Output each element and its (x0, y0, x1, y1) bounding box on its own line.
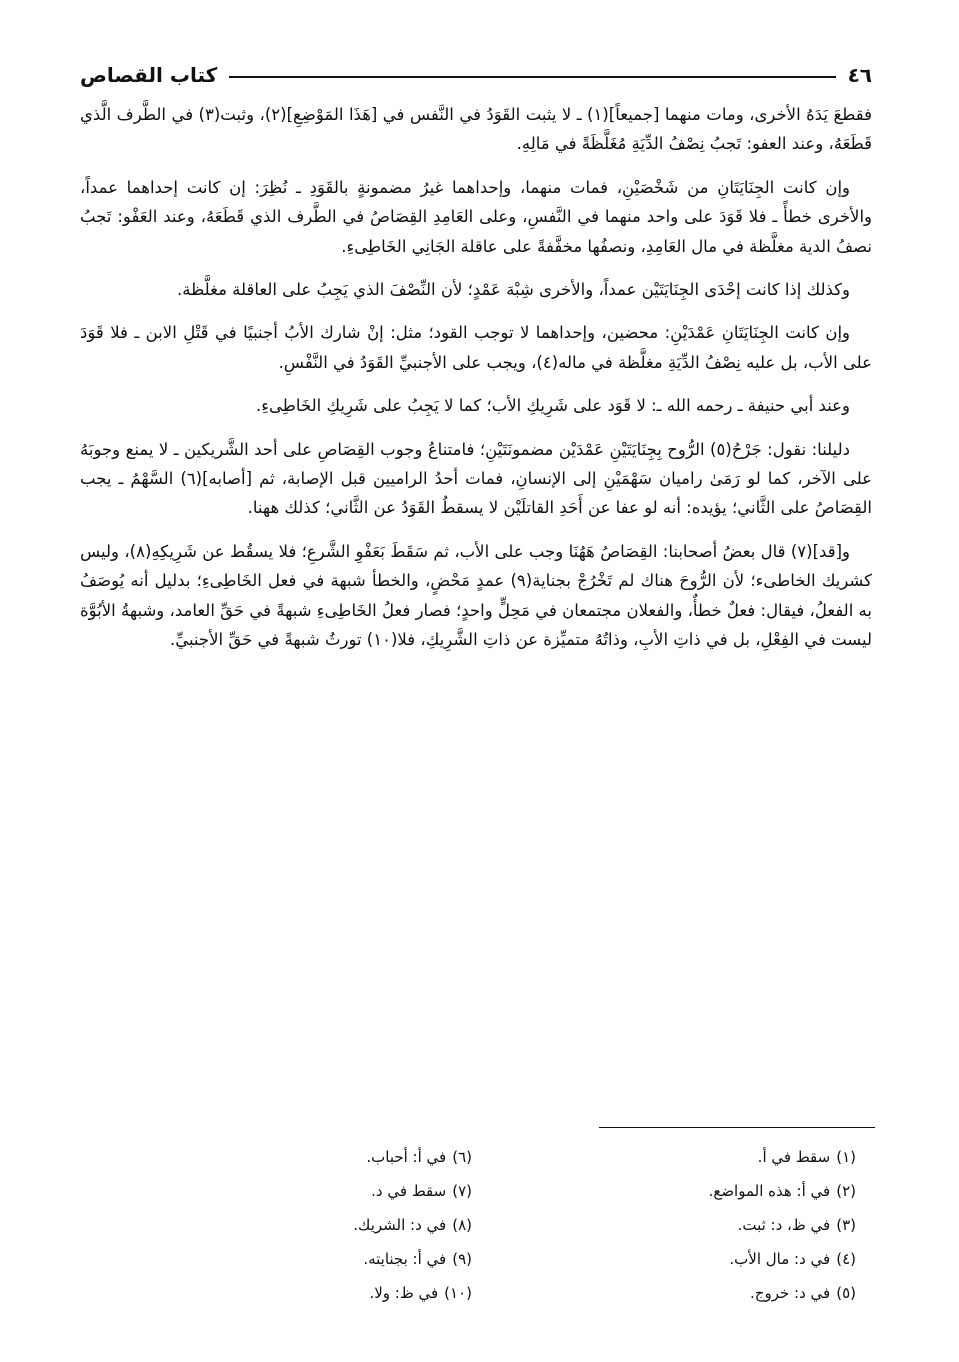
footnote-number: (٤) (836, 1250, 856, 1268)
paragraph: دليلنا: نقول: جَرْحُ(٥) الرُّوح بِجِنَايَتَيْنِ عَمْدَيْن مضمونَتَيْنِ؛ فامتناعُ وجوب القِصَاصِ على أحد الشَّريكين ـ لا يمنع وجوبَهُ على الآخر، كما لو رَمَىٰ راميان سَهْمَيْنِ إلى الإنسانِ، فمات أحدُ الراميين قبل الإصابة، ثم [أصابه](٦) السَّهْمُ ـ يجب القِصَاصُ على الثَّاني؛ يؤيده: أنه لو عفا عن أَحَدِ القاتلَيْن لا يسقطُ القَوَدُ عن الثَّاني؛ كذلك ههنا. (80, 439, 872, 518)
footnote (172, 1208, 472, 1242)
footnote-text: في د: الشريك. (353, 1216, 447, 1234)
footnote-number: (٥) (836, 1284, 856, 1302)
footnotes-column-right (556, 1140, 856, 1310)
footnote (172, 1276, 472, 1310)
footnote-text: في أ: بجنايته. (363, 1250, 447, 1268)
footnote-number: (٨) (452, 1216, 472, 1234)
footnote-number: (٦) (452, 1148, 472, 1166)
footnote-text: في د: مال الأب. (729, 1250, 831, 1268)
footnotes (80, 1140, 872, 1310)
paragraph: و[قد](٧) قال بعضُ أصحابنا: القِصَاصُ هَهُنَا وجب على الأب، ثم سَقَطَ بَعَفْوِ الشَّرعِ؛ فلا يسقُط عن شَرِيكِهِ(٨)، وليس كشريك الخاطىء؛ لأن الرُّوحَ هناك لم تَخْرُجْ بجناية(٩) عمدٍ مَحْضٍ، والخطأ شبهة في فعل الخَاطِىءِ؛ بدليل أنه يُوصَفُ به الفعلُ، فيقال: فعلٌ خطأٌ، والفعلان مجتمعان في مَحِلٍّ واحدٍ؛ فصار فعلُ الخَاطِىءِ شبهةً في حَقِّ العامد، وشبهةُ الأبُوَّة ليست في الفِعْلِ، بل في ذاتِ الأبِ، وذاتُهُ متميِّزة عن ذاتِ الشَّرِيكِ، فلا(١٠) تورثُ شبهةً في حَقِّ الأجنبيِّ. (80, 541, 872, 650)
footnote-text: في ظ، د: ثبت. (737, 1216, 831, 1234)
paragraph: وعند أبي حنيفة ـ رحمه الله ـ: لا قَوَد على شَرِيكِ الأب؛ كما لا يَجِبُ على شَرِيكِ الخَاطِىءِ. (256, 396, 850, 416)
paragraph: وإن كانت الجِنَايَتَانِ عَمْدَيْنِ: محضين، وإحداهما لا توجب القود؛ مثل: إنْ شارك الأبُ أجنبيًا في قَتْلِ الابن ـ فلا قَوَدَ على الأب، بل عليه نِصْفُ الدِّيَةِ مغلَّظة في ماله(٤)، ويجب على الأجنبيِّ القَوَدُ في النَّفْسِ. (80, 323, 872, 372)
footnote-text: سقط في أ. (757, 1148, 831, 1166)
footnote-number: (٩) (452, 1250, 472, 1268)
footnote-number: (١٠) (444, 1284, 472, 1302)
footnote-number: (٣) (836, 1216, 856, 1234)
footnote-text: في ظ: ولا. (369, 1284, 439, 1302)
paragraph: فقطعَ يَدَهُ الأخرى، ومات منهما [جميعاً](١) ـ لا يثبت القَوَدُ في النَّفس في [هَذَا المَوْضِعِ](٢)، وثبت(٣) في الطَّرف الَّذي قَطَعَهُ، وعند العفو: تَجبُ نِصْفُ الدِّيَةِ مُغَلَّظَةً في مَالِهِ. (80, 105, 873, 154)
footnote (556, 1174, 856, 1208)
main-text (80, 100, 872, 669)
footnote (556, 1140, 856, 1174)
book-title: كتاب القصاص (80, 63, 218, 87)
footnote (556, 1242, 856, 1276)
footnote (556, 1276, 856, 1310)
footnotes-column-left (172, 1140, 472, 1310)
footnote-separator (599, 1127, 875, 1128)
footnote (556, 1208, 856, 1242)
footnote-number: (١) (836, 1148, 856, 1166)
header-rule (229, 76, 835, 78)
paragraph: وإن كانت الجِنَايَتَانِ من شَخْصَيْنِ، فمات منهما، وإحداهما غيرُ مضمونةٍ بالقَوَدِ ـ نُظِرَ: إن كانت إحداهما عمداً، والأخرى خطأً ـ فلا قَوَدَ على واحد منهما في النَّفسِ، وعلى العَامِدِ القِصَاصُ في الطَّرف الذي قَطَعَهُ، وعند العَفْو: تَجبُ نصفُ الدية مغلَّظة في مال العَامِدِ، ونصفُها مخفَّفةً على عاقلة الجَانِي الخَاطِىءِ. (80, 177, 872, 256)
footnote (172, 1140, 472, 1174)
footnote-text: سقط في د. (371, 1182, 447, 1200)
page-number: ٤٦ (847, 63, 872, 87)
footnote-number: (٢) (836, 1182, 856, 1200)
footnote (172, 1242, 472, 1276)
footnote-text: في أ: هذه المواضع. (708, 1182, 831, 1200)
page-header (80, 58, 872, 92)
paragraph: وكذلك إذا كانت إحْدَى الجِنَايَتَيْن عمداً، والأخرى شِبْهَ عَمْدٍ؛ لأن النِّصْفَ الذي يَجِبُ على العاقلة مغلَّظة. (177, 280, 850, 300)
footnote-number: (٧) (452, 1182, 472, 1200)
footnote (172, 1174, 472, 1208)
footnote-text: في أ: أحباب. (366, 1148, 447, 1166)
footnote-text: في د: خروج. (750, 1284, 831, 1302)
